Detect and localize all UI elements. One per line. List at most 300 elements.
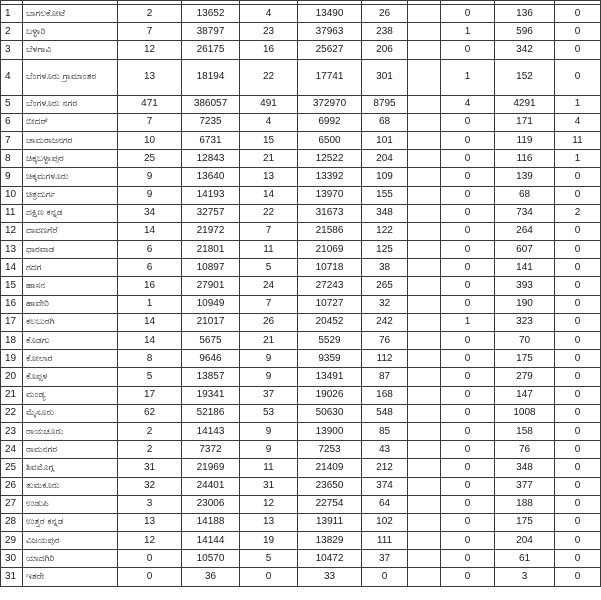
value-cell: 68 (495, 186, 555, 204)
value-cell: 4 (441, 95, 495, 113)
value-cell: 7253 (298, 441, 362, 459)
value-cell: 6 (118, 241, 182, 259)
value-cell: 7 (118, 23, 182, 41)
value-cell (408, 477, 441, 495)
value-cell: 9 (240, 368, 298, 386)
value-cell: 10727 (298, 295, 362, 313)
value-cell: 64 (362, 495, 408, 513)
value-cell: 0 (441, 186, 495, 204)
value-cell: 0 (240, 568, 298, 586)
value-cell: 0 (441, 113, 495, 131)
table-row (1, 404, 601, 422)
value-cell: 0 (441, 404, 495, 422)
value-cell: 0 (555, 495, 601, 513)
value-cell (408, 568, 441, 586)
value-cell: 36 (182, 568, 240, 586)
value-cell (408, 95, 441, 113)
value-cell: 16 (240, 41, 298, 59)
serial-number-cell: 7 (1, 131, 23, 149)
value-cell (408, 513, 441, 531)
value-cell: 1 (441, 59, 495, 95)
value-cell: 377 (495, 477, 555, 495)
serial-number-cell: 11 (1, 204, 23, 222)
value-cell: 14 (118, 222, 182, 240)
value-cell: 2 (555, 204, 601, 222)
value-cell: 11 (240, 241, 298, 259)
value-cell: 0 (555, 441, 601, 459)
value-cell: 13392 (298, 168, 362, 186)
value-cell: 0 (441, 332, 495, 350)
value-cell: 23 (240, 23, 298, 41)
value-cell: 8 (118, 350, 182, 368)
value-cell: 0 (441, 5, 495, 23)
value-cell: 10718 (298, 259, 362, 277)
value-cell: 13829 (298, 532, 362, 550)
value-cell (408, 459, 441, 477)
value-cell: 0 (441, 441, 495, 459)
value-cell (408, 350, 441, 368)
value-cell: 22754 (298, 495, 362, 513)
value-cell: 0 (441, 131, 495, 149)
value-cell: 171 (495, 113, 555, 131)
value-cell (408, 368, 441, 386)
value-cell (408, 204, 441, 222)
value-cell: 0 (555, 332, 601, 350)
value-cell: 21069 (298, 241, 362, 259)
value-cell: 85 (362, 422, 408, 440)
value-cell: 111 (362, 532, 408, 550)
value-cell (408, 441, 441, 459)
value-cell: 21972 (182, 222, 240, 240)
value-cell: 0 (555, 295, 601, 313)
value-cell: 13970 (298, 186, 362, 204)
value-cell: 87 (362, 368, 408, 386)
value-cell: 386057 (182, 95, 240, 113)
value-cell: 4291 (495, 95, 555, 113)
value-cell: 0 (441, 295, 495, 313)
serial-number-cell: 17 (1, 313, 23, 331)
value-cell (408, 41, 441, 59)
value-cell: 0 (441, 550, 495, 568)
value-cell: 9 (118, 168, 182, 186)
value-cell: 31673 (298, 204, 362, 222)
value-cell: 279 (495, 368, 555, 386)
value-cell: 9359 (298, 350, 362, 368)
value-cell: 1008 (495, 404, 555, 422)
serial-number-cell: 18 (1, 332, 23, 350)
value-cell: 21801 (182, 241, 240, 259)
value-cell: 12 (118, 532, 182, 550)
value-cell: 43 (362, 441, 408, 459)
serial-number-cell: 28 (1, 513, 23, 531)
serial-number-cell: 8 (1, 150, 23, 168)
value-cell (408, 222, 441, 240)
district-name-cell: ಯಾದಗಿರಿ (23, 550, 118, 568)
value-cell: 53 (240, 404, 298, 422)
value-cell: 1 (441, 23, 495, 41)
value-cell: 109 (362, 168, 408, 186)
table-row (1, 131, 601, 149)
district-name-cell: ಗದಗ (23, 259, 118, 277)
table-row (1, 332, 601, 350)
table-row (1, 568, 601, 586)
value-cell: 4 (555, 113, 601, 131)
value-cell: 139 (495, 168, 555, 186)
value-cell: 6 (118, 259, 182, 277)
value-cell (408, 5, 441, 23)
value-cell: 0 (441, 513, 495, 531)
value-cell: 5 (240, 550, 298, 568)
value-cell: 10570 (182, 550, 240, 568)
value-cell: 0 (555, 241, 601, 259)
value-cell: 32 (362, 295, 408, 313)
value-cell: 0 (441, 495, 495, 513)
serial-number-cell: 14 (1, 259, 23, 277)
value-cell: 61 (495, 550, 555, 568)
value-cell: 7 (118, 113, 182, 131)
district-name-cell: ಬೆಳಗಾವಿ (23, 41, 118, 59)
value-cell: 212 (362, 459, 408, 477)
value-cell: 37 (240, 386, 298, 404)
district-name-cell: ಕೊಡಗು (23, 332, 118, 350)
value-cell: 17 (118, 386, 182, 404)
value-cell: 0 (118, 550, 182, 568)
value-cell: 491 (240, 95, 298, 113)
value-cell: 32757 (182, 204, 240, 222)
value-cell: 7 (240, 222, 298, 240)
value-cell: 548 (362, 404, 408, 422)
table-row (1, 459, 601, 477)
district-name-cell: ಕೊಪ್ಪಳ (23, 368, 118, 386)
serial-number-cell: 13 (1, 241, 23, 259)
value-cell: 19341 (182, 386, 240, 404)
value-cell (408, 313, 441, 331)
value-cell: 14 (118, 332, 182, 350)
district-name-cell: ಬೆಂಗಳೂರು ನಗರ (23, 95, 118, 113)
value-cell: 13 (118, 513, 182, 531)
value-cell (408, 59, 441, 95)
value-cell: 0 (441, 532, 495, 550)
serial-number-cell: 6 (1, 113, 23, 131)
value-cell: 141 (495, 259, 555, 277)
value-cell: 0 (555, 23, 601, 41)
table-row (1, 150, 601, 168)
value-cell: 1 (118, 295, 182, 313)
value-cell: 0 (441, 350, 495, 368)
serial-number-cell: 31 (1, 568, 23, 586)
value-cell: 5529 (298, 332, 362, 350)
value-cell: 12 (118, 41, 182, 59)
value-cell: 26175 (182, 41, 240, 59)
value-cell: 24401 (182, 477, 240, 495)
district-name-cell: ತುಮಕೂರು (23, 477, 118, 495)
table-row (1, 59, 601, 95)
value-cell: 6731 (182, 131, 240, 149)
value-cell (408, 532, 441, 550)
value-cell: 52186 (182, 404, 240, 422)
value-cell: 68 (362, 113, 408, 131)
district-name-cell: ಧಾರವಾಡ (23, 241, 118, 259)
value-cell: 3 (118, 495, 182, 513)
table-row (1, 204, 601, 222)
value-cell: 62 (118, 404, 182, 422)
value-cell: 0 (441, 222, 495, 240)
value-cell: 0 (441, 459, 495, 477)
value-cell: 301 (362, 59, 408, 95)
value-cell (408, 404, 441, 422)
value-cell: 12522 (298, 150, 362, 168)
value-cell: 0 (555, 313, 601, 331)
value-cell: 0 (555, 513, 601, 531)
value-cell: 31 (118, 459, 182, 477)
value-cell: 11 (555, 131, 601, 149)
serial-number-cell: 15 (1, 277, 23, 295)
value-cell (408, 23, 441, 41)
value-cell: 13 (240, 513, 298, 531)
value-cell (408, 259, 441, 277)
district-name-cell: ರಾಯಚೂರು (23, 422, 118, 440)
district-name-cell: ಬಳ್ಳಾರಿ (23, 23, 118, 41)
table-row (1, 295, 601, 313)
table-row (1, 550, 601, 568)
table-row (1, 23, 601, 41)
value-cell (408, 550, 441, 568)
value-cell: 14143 (182, 422, 240, 440)
table-row (1, 350, 601, 368)
district-name-cell: ದಾವಣಗೆರೆ (23, 222, 118, 240)
value-cell: 0 (555, 168, 601, 186)
serial-number-cell: 16 (1, 295, 23, 313)
value-cell: 7372 (182, 441, 240, 459)
value-cell: 7235 (182, 113, 240, 131)
value-cell: 112 (362, 350, 408, 368)
value-cell: 0 (555, 550, 601, 568)
value-cell: 4 (240, 5, 298, 23)
value-cell: 6500 (298, 131, 362, 149)
table-row (1, 168, 601, 186)
value-cell: 3 (495, 568, 555, 586)
district-name-cell: ಬೆಂಗಳೂರು ಗ್ರಾಮಾಂತರ (23, 59, 118, 95)
value-cell (408, 113, 441, 131)
table-row (1, 241, 601, 259)
value-cell: 25627 (298, 41, 362, 59)
table-row (1, 313, 601, 331)
value-cell: 24 (240, 277, 298, 295)
value-cell: 9 (240, 441, 298, 459)
value-cell: 13900 (298, 422, 362, 440)
value-cell: 8795 (362, 95, 408, 113)
value-cell: 0 (441, 241, 495, 259)
value-cell: 15 (240, 131, 298, 149)
value-cell: 264 (495, 222, 555, 240)
value-cell: 152 (495, 59, 555, 95)
value-cell: 21017 (182, 313, 240, 331)
district-name-cell: ಚಿಕ್ಕಮಗಳೂರು (23, 168, 118, 186)
value-cell: 2 (118, 5, 182, 23)
value-cell: 607 (495, 241, 555, 259)
value-cell: 31 (240, 477, 298, 495)
value-cell: 0 (555, 259, 601, 277)
value-cell: 471 (118, 95, 182, 113)
serial-number-cell: 23 (1, 422, 23, 440)
value-cell: 13652 (182, 5, 240, 23)
serial-number-cell: 30 (1, 550, 23, 568)
value-cell: 265 (362, 277, 408, 295)
value-cell: 9 (240, 350, 298, 368)
district-name-cell: ಚಿತ್ರದುರ್ಗ (23, 186, 118, 204)
value-cell: 122 (362, 222, 408, 240)
district-name-cell: ಚಿಕ್ಕಬಳ್ಳಾಪುರ (23, 150, 118, 168)
value-cell: 21969 (182, 459, 240, 477)
value-cell: 13491 (298, 368, 362, 386)
serial-number-cell: 4 (1, 59, 23, 95)
table-row (1, 495, 601, 513)
value-cell: 7 (240, 295, 298, 313)
table-row (1, 441, 601, 459)
district-name-cell: ರಾಮನಗರ (23, 441, 118, 459)
value-cell: 101 (362, 131, 408, 149)
value-cell: 158 (495, 422, 555, 440)
value-cell: 0 (362, 568, 408, 586)
serial-number-cell: 5 (1, 95, 23, 113)
value-cell: 168 (362, 386, 408, 404)
value-cell: 1 (555, 150, 601, 168)
value-cell: 14144 (182, 532, 240, 550)
table-row (1, 477, 601, 495)
value-cell (408, 422, 441, 440)
value-cell: 136 (495, 5, 555, 23)
serial-number-cell: 26 (1, 477, 23, 495)
serial-number-cell: 10 (1, 186, 23, 204)
serial-number-cell: 29 (1, 532, 23, 550)
value-cell: 0 (555, 186, 601, 204)
value-cell (408, 168, 441, 186)
value-cell: 155 (362, 186, 408, 204)
value-cell: 0 (555, 41, 601, 59)
value-cell: 206 (362, 41, 408, 59)
district-name-cell: ಕಲಬುರಗಿ (23, 313, 118, 331)
value-cell: 11 (240, 459, 298, 477)
district-name-cell: ಉಡುಪಿ (23, 495, 118, 513)
value-cell: 0 (555, 422, 601, 440)
district-name-cell: ಹಾವೇರಿ (23, 295, 118, 313)
value-cell: 348 (495, 459, 555, 477)
value-cell: 0 (555, 277, 601, 295)
value-cell: 13 (118, 59, 182, 95)
value-cell (408, 386, 441, 404)
value-cell: 13640 (182, 168, 240, 186)
value-cell: 13490 (298, 5, 362, 23)
value-cell: 10897 (182, 259, 240, 277)
serial-number-cell: 24 (1, 441, 23, 459)
serial-number-cell: 20 (1, 368, 23, 386)
value-cell: 19026 (298, 386, 362, 404)
table-row (1, 532, 601, 550)
value-cell: 5675 (182, 332, 240, 350)
value-cell: 16 (118, 277, 182, 295)
value-cell: 17741 (298, 59, 362, 95)
value-cell: 323 (495, 313, 555, 331)
value-cell: 102 (362, 513, 408, 531)
value-cell: 21 (240, 332, 298, 350)
serial-number-cell: 19 (1, 350, 23, 368)
value-cell: 116 (495, 150, 555, 168)
district-name-cell: ಮೈಸೂರು (23, 404, 118, 422)
value-cell: 21409 (298, 459, 362, 477)
value-cell: 125 (362, 241, 408, 259)
table-body (1, 1, 601, 587)
value-cell (408, 150, 441, 168)
serial-number-cell: 2 (1, 23, 23, 41)
table-row (1, 422, 601, 440)
value-cell: 23006 (182, 495, 240, 513)
district-name-cell: ಕೋಲಾರ (23, 350, 118, 368)
district-name-cell: ಇತರೇ (23, 568, 118, 586)
value-cell: 0 (555, 222, 601, 240)
value-cell: 0 (555, 459, 601, 477)
value-cell: 33 (298, 568, 362, 586)
value-cell: 22 (240, 204, 298, 222)
value-cell: 342 (495, 41, 555, 59)
value-cell: 0 (441, 277, 495, 295)
value-cell: 0 (555, 386, 601, 404)
value-cell: 0 (441, 477, 495, 495)
district-name-cell: ಹಾಸನ (23, 277, 118, 295)
value-cell: 374 (362, 477, 408, 495)
value-cell: 204 (362, 150, 408, 168)
value-cell: 76 (495, 441, 555, 459)
value-cell: 37963 (298, 23, 362, 41)
value-cell: 13857 (182, 368, 240, 386)
table-row (1, 259, 601, 277)
value-cell: 10 (118, 131, 182, 149)
value-cell: 147 (495, 386, 555, 404)
value-cell: 70 (495, 332, 555, 350)
value-cell: 0 (441, 204, 495, 222)
serial-number-cell: 22 (1, 404, 23, 422)
value-cell (408, 241, 441, 259)
value-cell: 372970 (298, 95, 362, 113)
value-cell: 14 (240, 186, 298, 204)
value-cell: 0 (555, 5, 601, 23)
district-name-cell: ವಿಜಯಪುರ (23, 532, 118, 550)
value-cell: 734 (495, 204, 555, 222)
value-cell: 12 (240, 495, 298, 513)
value-cell: 10472 (298, 550, 362, 568)
value-cell: 26 (362, 5, 408, 23)
value-cell: 26 (240, 313, 298, 331)
value-cell: 12843 (182, 150, 240, 168)
value-cell: 13 (240, 168, 298, 186)
serial-number-cell: 25 (1, 459, 23, 477)
value-cell: 21 (240, 150, 298, 168)
value-cell: 9646 (182, 350, 240, 368)
value-cell: 4 (240, 113, 298, 131)
value-cell: 22 (240, 59, 298, 95)
value-cell: 14193 (182, 186, 240, 204)
value-cell: 0 (118, 568, 182, 586)
value-cell: 0 (555, 368, 601, 386)
value-cell: 0 (441, 168, 495, 186)
table-row (1, 368, 601, 386)
value-cell: 348 (362, 204, 408, 222)
value-cell: 393 (495, 277, 555, 295)
value-cell: 5 (240, 259, 298, 277)
value-cell: 0 (555, 477, 601, 495)
serial-number-cell: 21 (1, 386, 23, 404)
value-cell: 242 (362, 313, 408, 331)
value-cell: 0 (441, 568, 495, 586)
